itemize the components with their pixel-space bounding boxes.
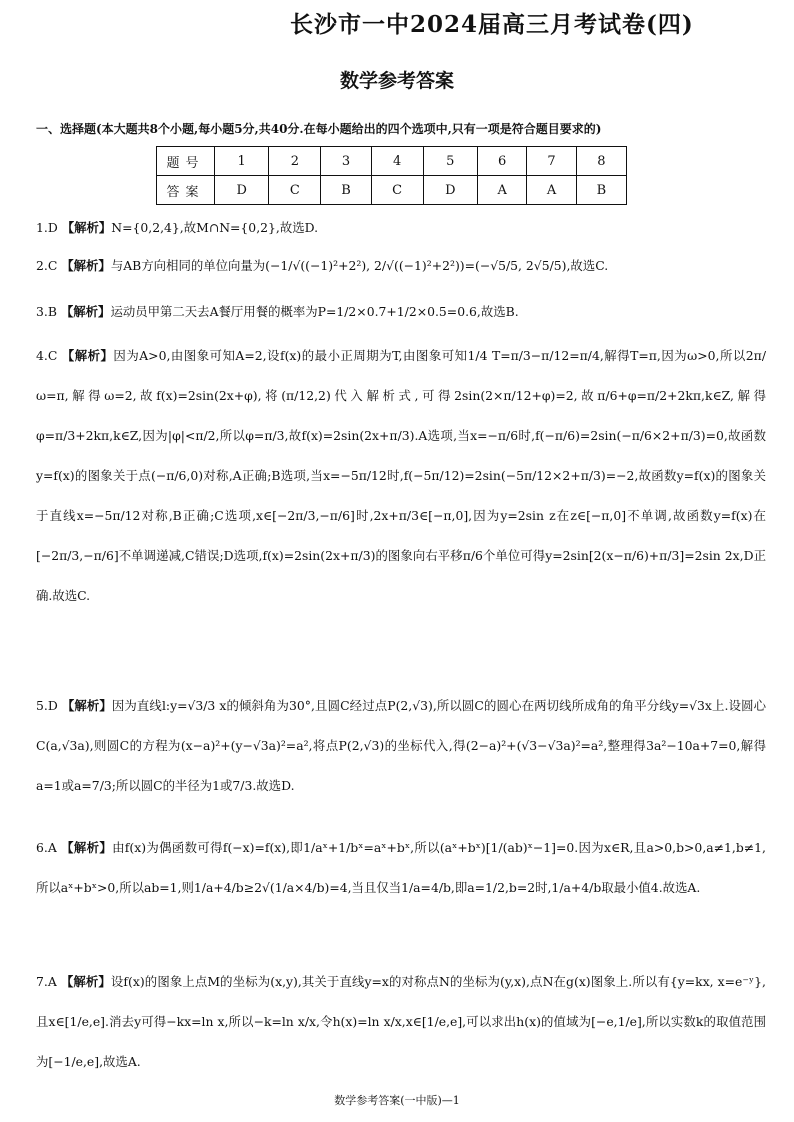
table-cell: 4	[371, 147, 423, 176]
table-cell: 8	[576, 147, 626, 176]
table-cell: A	[527, 176, 576, 205]
analysis-tag: 【解析】	[60, 974, 111, 989]
page-footer: 数学参考答案(一中版)—1	[334, 1094, 460, 1107]
solution-text: 因为A>0,由图象可知A=2,设f(x)的最小正周期为T,由图象可知1/4 T=π/3−π/12=π/4,解得T=π,因为ω>0,所以2π/ω=π,解得ω=2,故f(x)=2sin(2x+φ),将(π/12,2)代入解析式,可得2sin(2×π/12+φ)=2,故π/6+φ=π/2+2kπ,k∈Z,解得φ=π/3+2kπ,k∈Z,因为|φ|<π/2,所以φ=π/3,故f(x)=2sin(2x+π/3).A选项,当x=−π/6时,f(−π/6)=2sin(−π/6×2+π/3)=0,故函数y=f(x)的图象关于点(−π/6,0)对称,A正确;B选项,当x=−5π/12时,f(−5π/12)=2sin(−5π/12×2+π/3)=−2,故函数y=f(x)的图象关于直线x=−5π/12对称,B正确;C选项,x∈[−2π/3,−π/6]时,2x+π/3∈[−π,0],因为y=2sin z在z∈[−π,0]不单调,故函数y=f(x)在[−2π/3,−π/6]不单调递减,C错误;D选项,f(x)=2sin(2x+π/3)的图象向右平移π/6个单位可得y=2sin[2(x−π/6)+π/3]=2sin 2x,D正确.故选C.	[36, 348, 767, 603]
table-cell: B	[321, 176, 371, 205]
table-cell: 2	[269, 147, 321, 176]
question-number: 2.C	[36, 258, 58, 273]
table-cell: 1	[215, 147, 269, 176]
solution-7	[36, 962, 766, 1082]
solution-3	[36, 292, 766, 332]
section-heading: 一、选择题(本大题共8个小题,每小题5分,共40分.在每小题给出的四个选项中,只有一项是符合题目要求的)	[36, 122, 602, 136]
row-label-answer: 答案	[157, 176, 215, 205]
analysis-tag: 【解析】	[61, 220, 112, 235]
table-cell: 3	[321, 147, 371, 176]
exam-title: 长沙市一中2024届高三月考试卷(四)	[290, 11, 694, 38]
question-number: 4.C	[36, 348, 58, 363]
table-cell: A	[477, 176, 526, 205]
solution-2	[36, 246, 766, 286]
table-cell: D	[215, 176, 269, 205]
row-label-number: 题号	[157, 147, 215, 176]
table-cell: B	[576, 176, 626, 205]
table-cell: 5	[423, 147, 477, 176]
solution-text: 设f(x)的图象上点M的坐标为(x,y),其关于直线y=x的对称点N的坐标为(y,x),点N在g(x)图象上.所以有{y=kx, x=e⁻ʸ},且x∈[1/e,e].消去y可得−kx=ln x,所以−k=ln x/x,令h(x)=ln x/x,x∈[1/e,e],可以求出h(x)的值域为[−e,1/e],所以实数k的取值范围为[−1/e,e],故选A.	[36, 974, 766, 1069]
table-cell: C	[269, 176, 321, 205]
table-cell: 6	[477, 147, 526, 176]
question-number: 5.D	[36, 698, 58, 713]
analysis-tag: 【解析】	[61, 348, 114, 363]
table-cell: C	[371, 176, 423, 205]
solution-4	[36, 336, 766, 616]
solution-text: 由f(x)为偶函数可得f(−x)=f(x),即1/aˣ+1/bˣ=aˣ+bˣ,所以(aˣ+bˣ)[1/(ab)ˣ−1]=0.因为x∈R,且a>0,b>0,a≠1,b≠1,所以aˣ+bˣ>0,所以ab=1,则1/a+4/b≥2√(1/a×4/b)=4,当且仅当1/a=4/b,即a=1/2,b=2时,1/a+4/b取最小值4.故选A.	[36, 840, 766, 895]
table-row-answers	[157, 176, 627, 205]
table-row-numbers	[157, 147, 627, 176]
solution-6	[36, 828, 766, 908]
solution-5	[36, 686, 766, 806]
answer-table	[156, 146, 627, 205]
table-cell: 7	[527, 147, 576, 176]
analysis-tag: 【解析】	[61, 698, 112, 713]
solution-1	[36, 208, 766, 248]
solution-text: N={0,2,4},故M∩N={0,2},故选D.	[111, 220, 319, 235]
analysis-tag: 【解析】	[61, 258, 111, 273]
question-number: 7.A	[36, 974, 57, 989]
solution-text: 与AB方向相同的单位向量为(−1/√((−1)²+2²), 2/√((−1)²+2²))=(−√5/5, 2√5/5),故选C.	[110, 258, 609, 273]
question-number: 6.A	[36, 840, 57, 855]
question-number: 3.B	[36, 304, 57, 319]
solution-text: 因为直线l:y=√3/3 x的倾斜角为30°,且圆C经过点P(2,√3),所以圆C的圆心在两切线所成角的角平分线y=√3x上.设圆心C(a,√3a),则圆C的方程为(x−a)²+(y−√3a)²=a²,将点P(2,√3)的坐标代入,得(2−a)²+(√3−√3a)²=a²,整理得3a²−10a+7=0,解得a=1或a=7/3;所以圆C的半径为1或7/3.故选D.	[36, 698, 766, 793]
table-cell: D	[423, 176, 477, 205]
answer-key-heading: 数学参考答案	[339, 70, 454, 92]
solution-text: 运动员甲第二天去A餐厅用餐的概率为P=1/2×0.7+1/2×0.5=0.6,故选B.	[110, 304, 519, 319]
question-number: 1.D	[36, 220, 58, 235]
analysis-tag: 【解析】	[60, 304, 111, 319]
analysis-tag: 【解析】	[61, 840, 113, 855]
